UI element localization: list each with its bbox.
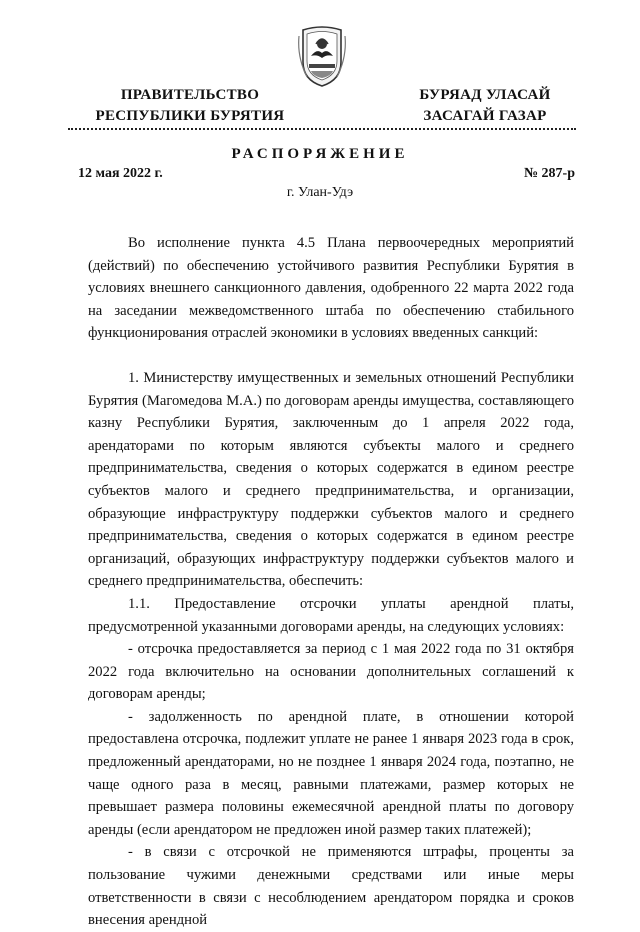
header-left-line1: ПРАВИТЕЛЬСТВО	[120, 87, 260, 103]
government-name-buryat	[400, 85, 570, 127]
header-separator	[68, 128, 576, 130]
document-title: РАСПОРЯЖЕНИЕ	[231, 146, 409, 162]
document-body	[88, 232, 574, 932]
government-name-russian	[90, 85, 290, 127]
paragraph-bullet-3: - в связи с отсрочкой не применяются штрафы, проценты за пользование чужими денежными средствами или иные меры ответственности в связи с несоблюдением арендатором порядка и сроков внесения арендной	[88, 844, 574, 929]
paragraph-item-1-1: 1.1. Предоставление отсрочки уплаты арендной платы, предусмотренной указанными договорами аренды, на следующих условиях:	[88, 595, 574, 635]
header-left-line2: РЕСПУБЛИКИ БУРЯТИЯ	[95, 108, 285, 124]
document-city: г. Улан-Удэ	[286, 185, 354, 200]
paragraph-bullet-2: - задолженность по арендной плате, в отношении которой предоставлена отсрочка, подлежит уплате не ранее 1 января 2023 года в срок, предложенный арендаторами, но не позднее 1 января 2024 года, поэтапно, не чаще одного раза в месяц, равными платежами, размер которых не превышает размера половины ежемесячной арендной платы по договору аренды (если арендатором не предложен иной размер таких платежей);	[88, 708, 574, 838]
header-right-line2: ЗАСАГАЙ ГАЗАР	[423, 108, 547, 124]
paragraph-preamble: Во исполнение пункта 4.5 Плана первоочередных мероприятий (действий) по обеспечению устойчивого развития Республики Бурятия в условиях внешнего санкционного давления, одобренного 22 марта 2022 года на заседании межведомственного штаба по обеспечению стабильного функционирования отраслей экономики в условиях введенных санкций:	[88, 235, 574, 342]
paragraph-bullet-1: - отсрочка предоставляется за период с 1 мая 2022 года по 31 октября 2022 года включительно на основании дополнительных соглашений к договорам аренды;	[88, 641, 574, 703]
document-date: 12 мая 2022 г.	[78, 166, 163, 181]
coat-of-arms-emblem	[297, 22, 347, 88]
paragraph-item-1: 1. Министерству имущественных и земельных отношений Республики Бурятия (Магомедова М.А.) по договорам аренды имущества, составляющего казну Республики Бурятия, заключенным до 1 апреля 2022 года, арендаторами по которым являются субъекты малого и среднего предпринимательства, сведения о которых содержатся в едином реестре субъектов малого и среднего предпринимательства, и организации, образующие инфраструктуру поддержки субъектов малого и среднего предпринимательства, сведения о которых содержатся в едином реестре организаций, образующих инфраструктуру поддержки субъектов малого и среднего предпринимательства, обеспечить:	[88, 369, 574, 590]
header-right-line1: БУРЯАД УЛАСАЙ	[419, 87, 551, 103]
document-number: № 287-р	[523, 166, 575, 181]
